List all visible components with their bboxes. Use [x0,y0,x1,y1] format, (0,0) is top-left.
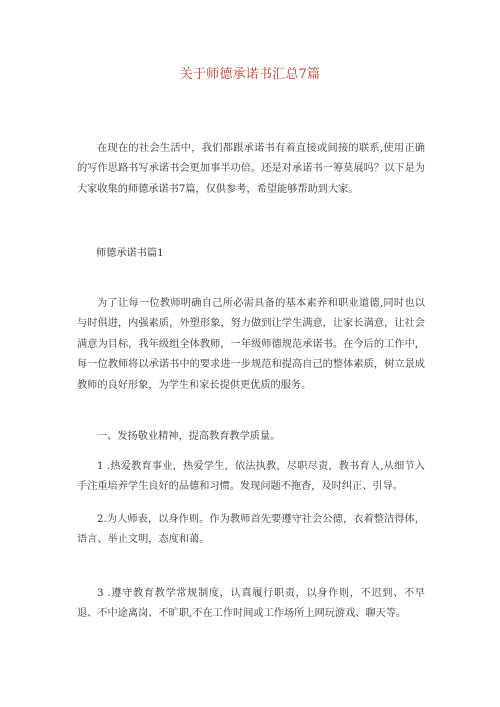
section-heading: 师德承诺书篇1 [96,248,164,259]
item-heading: 一、发扬敬业精神，提高教育教学质量。 [97,431,281,442]
item-1-paragraph: 1 .热爱教育事业，热爱学生，依法执教，尽职尽责，教书育人,从细节入手注重培养学生良好的品德和习惯。发现问题不拖杳，及时纠正、引导。 [77,461,425,493]
document-title: 关于师德承诺书汇总7篇 [179,67,321,82]
intro-paragraph: 在现在的社会生活中，我们都跟承诺书有着直接或间接的联系,使用正确的写作思路书写承诺书会更加事半功倍。还是对承诺书一筹莫展吗？以下是为大家收集的师德承诺书7篇，仅供参考，希望能够帮助到大家。 [77,143,425,195]
item-2-paragraph: 2.为人师表，以身作则。作为教师首先要遵守社会公德，衣着整洁得体，语言、举止文明，态度和蔼。 [77,514,425,546]
body-paragraph-1: 为了让每一位教师明确自己所必需具备的基本素养和职业道德,同时也以与时俱进，内强素质，外塑形象，努力做到让学生满意，让家长满意，让社会满意为目标，我年级组全体教师，一年级师德规范承诺书。在今后的工作中，每一位教师将以承诺书中的要求进一步规范和提高自己的整体素质，树立景成教师的良好形象，为学生和家长提供更优质的服务。 [77,298,425,391]
item-3-paragraph: 3 .遵守教育教学常规制度，认真履行职责，以身作则，不迟到、不早退、不中途离岗、不旷职,不在工作时间或工作场所上网玩游戏、聊天等。 [77,588,425,620]
